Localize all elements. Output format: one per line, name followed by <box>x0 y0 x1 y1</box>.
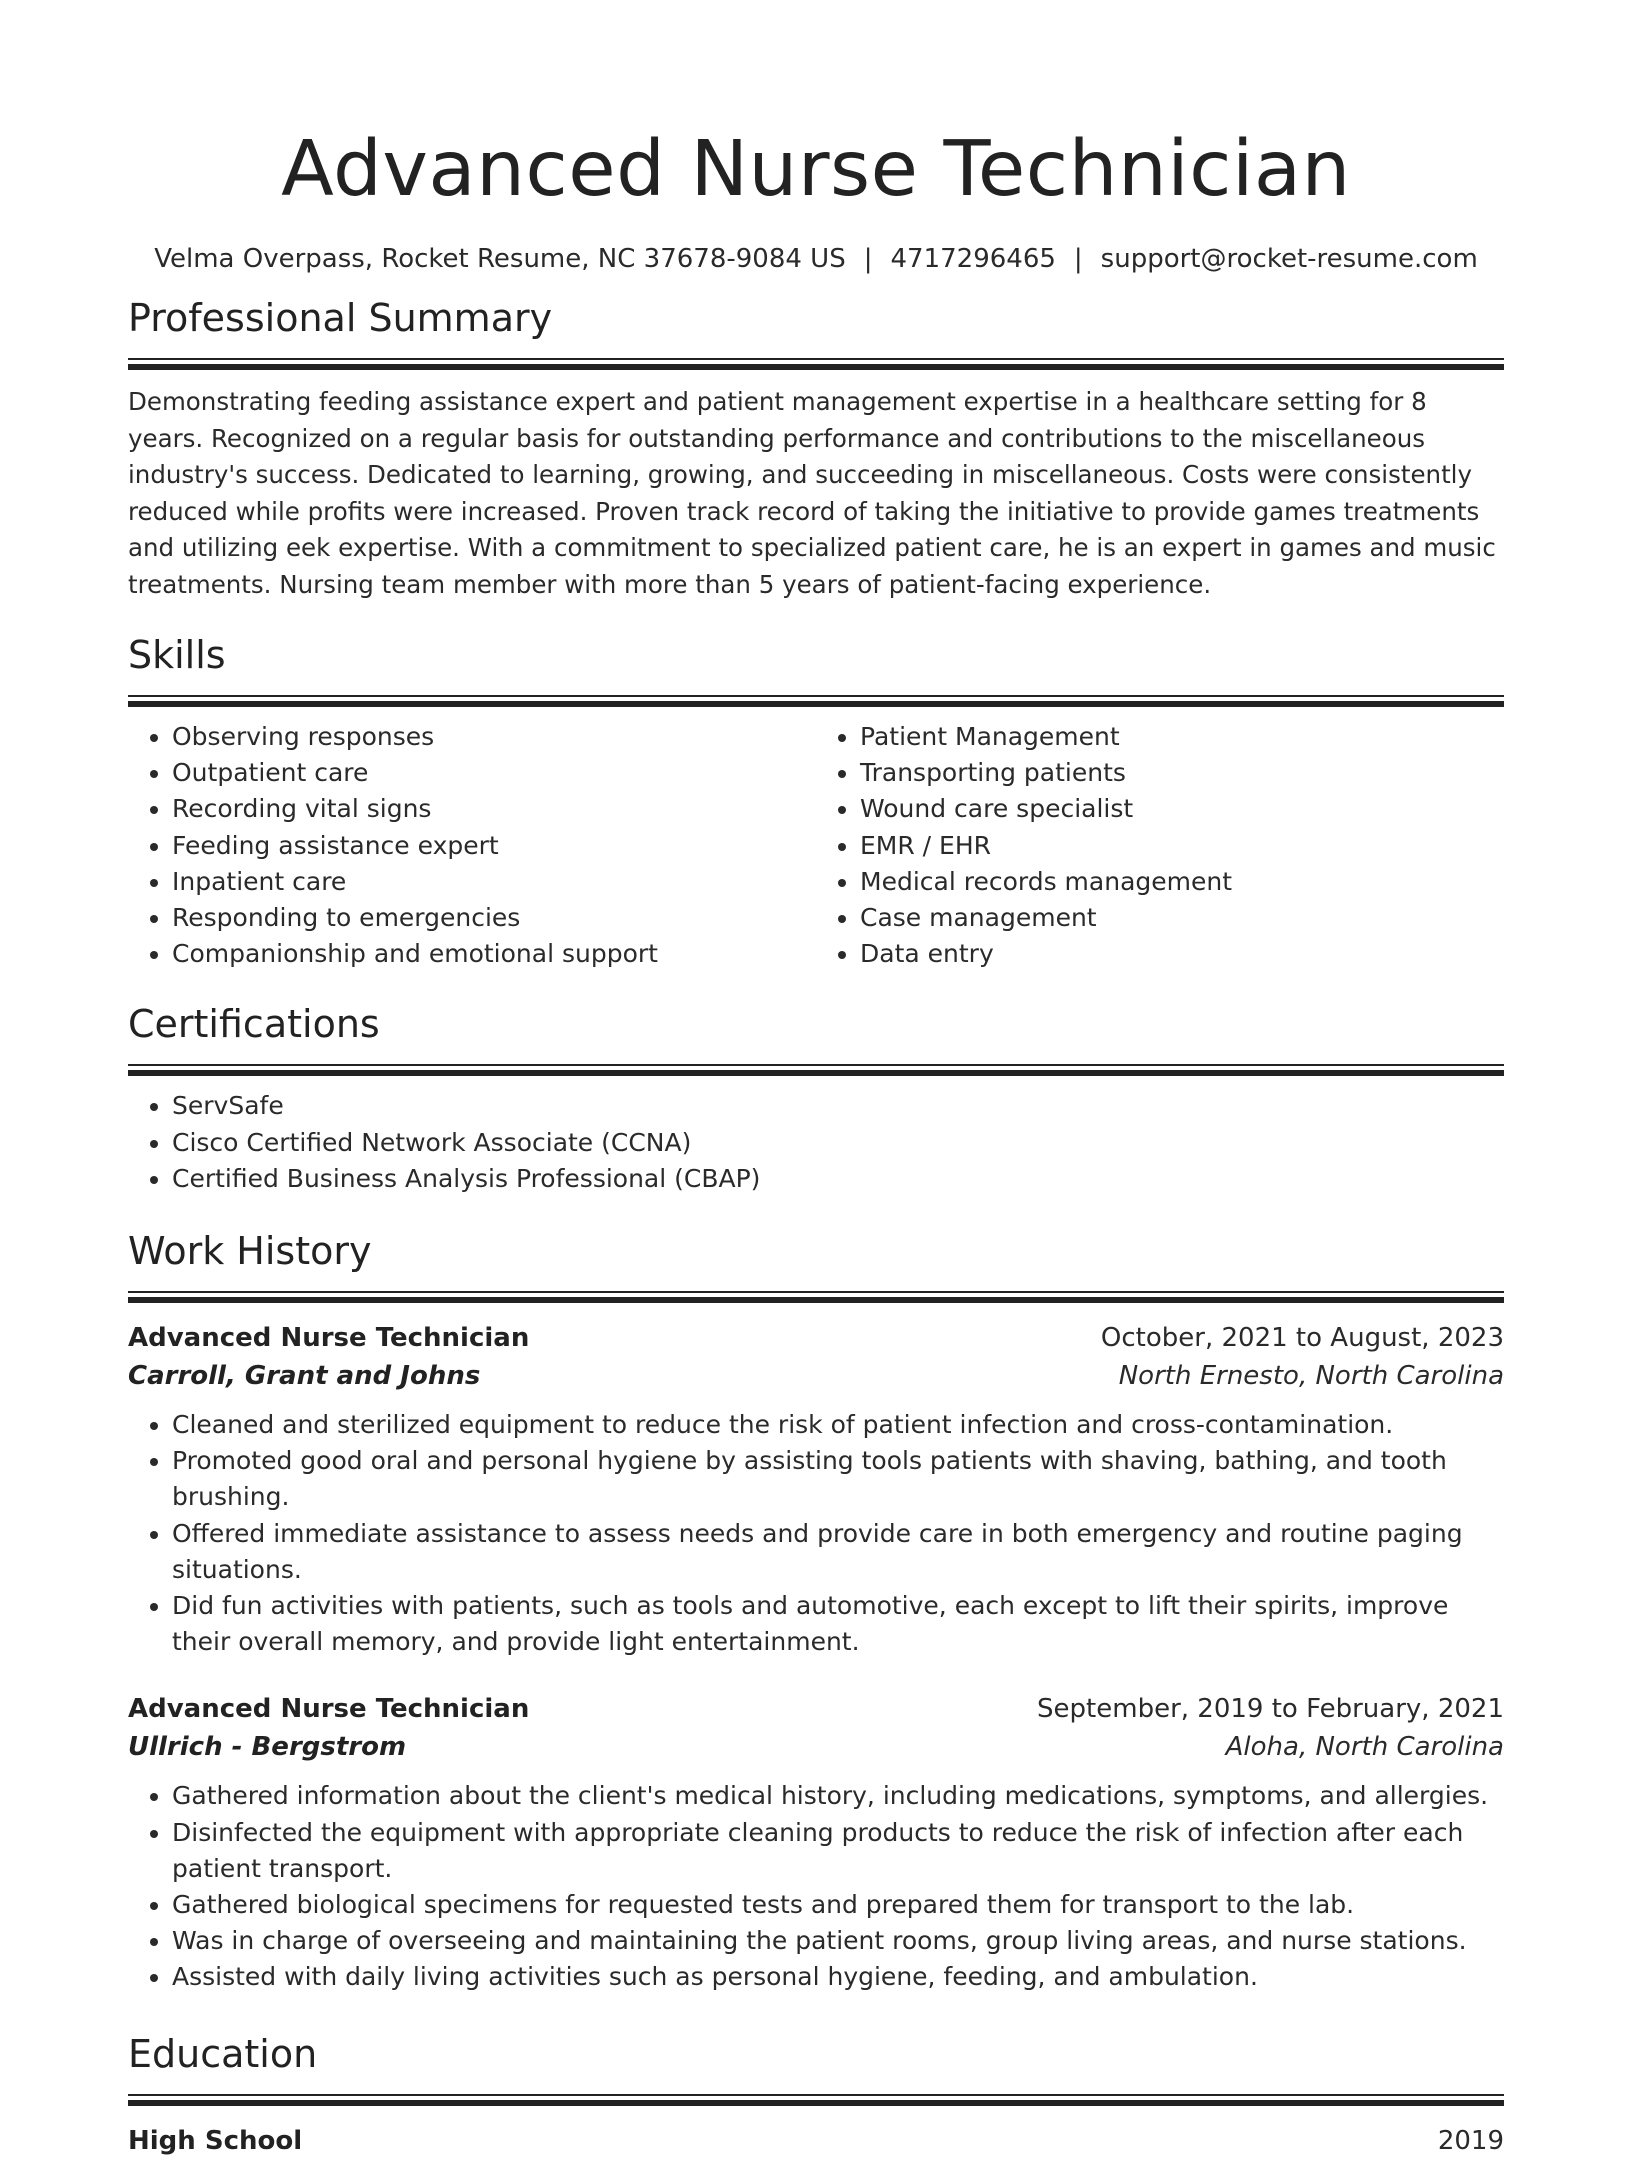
job-duty: • Disinfected the equipment with appropriate cleaning products to reduce the risk of infection after each patient transport. <box>172 1815 1504 1887</box>
section-title-education: Education <box>128 2031 318 2076</box>
work-history-section <box>128 1227 1504 1996</box>
section-title-summary: Professional Summary <box>128 296 553 340</box>
summary-section <box>128 294 1504 603</box>
skill-item: • Patient Management <box>860 719 1504 755</box>
section-divider <box>128 695 1504 707</box>
certification-item: • Certified Business Analysis Professional (CBAP) <box>172 1161 1504 1197</box>
job-company: Ullrich - Bergstrom <box>128 1732 407 1763</box>
job-duty: • Was in charge of overseeing and maintaining the patient rooms, group living areas, and nurse stations. <box>172 1923 1504 1959</box>
job-entry <box>128 1319 1504 1660</box>
contact-separator: | <box>863 244 873 274</box>
job-duty: • Offered immediate assistance to assess needs and provide care in both emergency and routine paging situations. <box>172 1516 1504 1588</box>
skill-item: • Data entry <box>860 936 1504 972</box>
skills-list-left <box>128 719 816 972</box>
section-title-certifications: Certifications <box>128 1002 380 1047</box>
job-company: Carroll, Grant and Johns <box>128 1361 481 1392</box>
contact-separator: | <box>1073 244 1083 274</box>
section-divider <box>128 1064 1504 1076</box>
skill-item: • Medical records management <box>860 864 1504 900</box>
contact-address: Velma Overpass, Rocket Resume, NC 37678-9084 US <box>154 244 846 274</box>
job-header <box>128 1319 1504 1357</box>
education-section <box>128 2030 1504 2160</box>
certification-item: • Cisco Certified Network Associate (CCNA) <box>172 1125 1504 1161</box>
education-degree: High School <box>128 2125 303 2156</box>
skill-item: • Wound care specialist <box>860 791 1504 827</box>
job-duty: • Gathered information about the client's medical history, including medications, symptoms, and allergies. <box>172 1778 1504 1814</box>
job-title: Advanced Nurse Technician <box>128 1323 530 1354</box>
section-divider <box>128 358 1504 370</box>
job-duty: • Assisted with daily living activities such as personal hygiene, feeding, and ambulation. <box>172 1959 1504 1995</box>
section-divider <box>128 2094 1504 2106</box>
job-header <box>128 1690 1504 1728</box>
skill-item: • Feeding assistance expert <box>172 828 816 864</box>
skills-grid <box>128 707 1504 972</box>
job-duty: • Did fun activities with patients, such as tools and automotive, each except to lift their spirits, improve their overall memory, and provide light entertainment. <box>172 1588 1504 1660</box>
certifications-list <box>128 1088 1504 1197</box>
skill-item: • Outpatient care <box>172 755 816 791</box>
skill-item: • Companionship and emotional support <box>172 936 816 972</box>
education-year: 2019 <box>1437 2125 1504 2156</box>
job-entry <box>128 1690 1504 1995</box>
resume-name: Advanced Nurse Technician <box>281 125 1351 214</box>
skill-item: • Observing responses <box>172 719 816 755</box>
job-subheader <box>128 1728 1504 1766</box>
certification-item: • ServSafe <box>172 1088 1504 1124</box>
education-entry <box>128 2122 1504 2160</box>
job-duties-list <box>128 1778 1504 1995</box>
job-title: Advanced Nurse Technician <box>128 1694 530 1725</box>
section-title-work-history: Work History <box>128 1229 372 1274</box>
job-dates: October, 2021 to August, 2023 <box>1100 1323 1504 1354</box>
contact-email: support@rocket-resume.com <box>1100 244 1478 274</box>
contact-line <box>128 242 1504 276</box>
skill-item: • Responding to emergencies <box>172 900 816 936</box>
summary-text: Demonstrating feeding assistance expert and patient management expertise in a healthcare setting for 8 years. Recognized on a regular basis for outstanding performance and contributions to the miscellaneous industry's success. Dedicated to learning, growing, and succeeding in miscellaneous. Costs were consistently reduced while profits were increased. Proven track record of taking the initiative to provide games treatments and utilizing eek expertise. With a commitment to specialized patient care, he is an expert in games and music treatments. Nursing team member with more than 5 years of patient-facing experience. <box>128 387 1496 599</box>
skill-item: • Case management <box>860 900 1504 936</box>
section-divider <box>128 1291 1504 1303</box>
contact-phone: 4717296465 <box>890 244 1056 274</box>
job-duty: • Promoted good oral and personal hygiene by assisting tools patients with shaving, bathing, and tooth brushing. <box>172 1443 1504 1515</box>
certifications-section <box>128 1000 1504 1197</box>
skills-section <box>128 631 1504 972</box>
job-dates: September, 2019 to February, 2021 <box>1037 1694 1504 1725</box>
job-location: Aloha, North Carolina <box>1225 1732 1504 1763</box>
skill-item: • Recording vital signs <box>172 791 816 827</box>
section-title-skills: Skills <box>128 633 226 677</box>
skill-item: • Inpatient care <box>172 864 816 900</box>
job-duties-list <box>128 1407 1504 1660</box>
job-duty: • Gathered biological specimens for requested tests and prepared them for transport to the lab. <box>172 1887 1504 1923</box>
skills-list-right <box>816 719 1504 972</box>
job-location: North Ernesto, North Carolina <box>1118 1361 1504 1392</box>
job-subheader <box>128 1357 1504 1395</box>
skill-item: • EMR / EHR <box>860 828 1504 864</box>
skill-item: • Transporting patients <box>860 755 1504 791</box>
job-duty: • Cleaned and sterilized equipment to reduce the risk of patient infection and cross-contamination. <box>172 1407 1504 1443</box>
